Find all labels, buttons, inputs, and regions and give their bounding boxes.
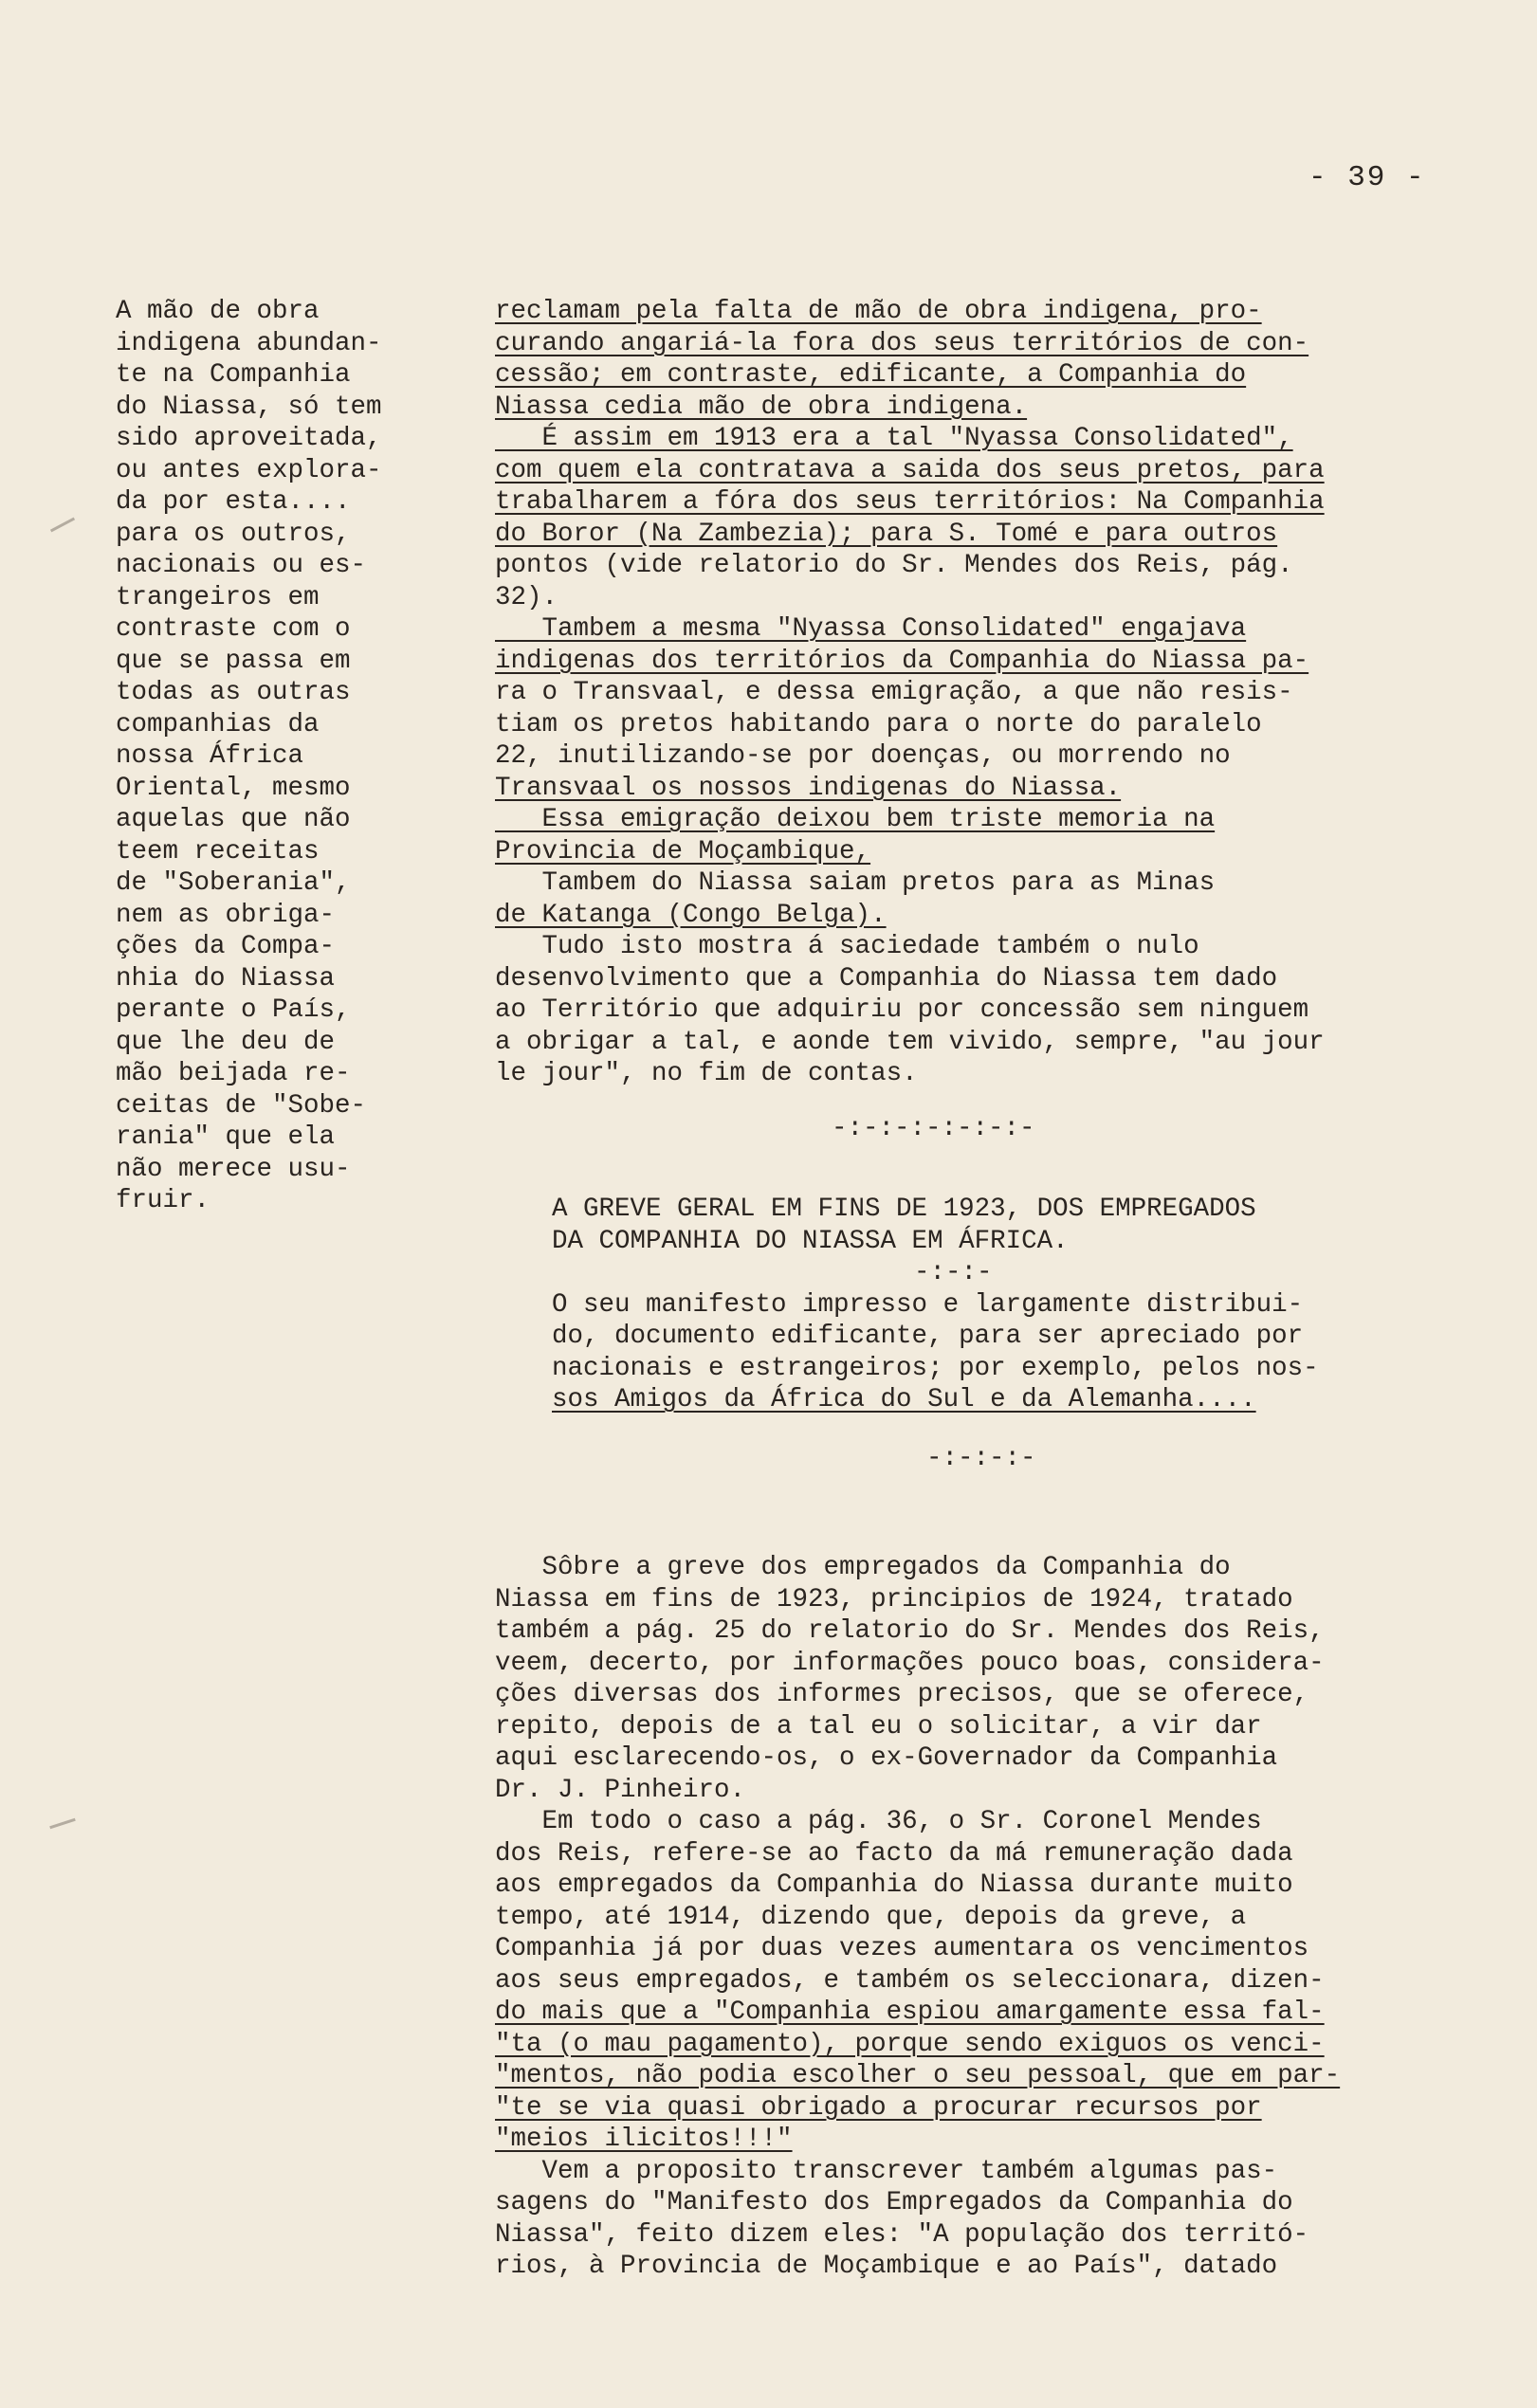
margin-note-line: nossa África bbox=[116, 741, 304, 771]
text-line: Vem a proposito transcrever também algumas pas- bbox=[495, 2156, 1278, 2186]
margin-note-line: fruir. bbox=[116, 1186, 210, 1215]
text-line: Tudo isto mostra á saciedade também o nulo bbox=[495, 932, 1199, 961]
text-line: Companhia já por duas vezes aumentara os vencimentos bbox=[495, 1934, 1309, 1963]
text-line: rios, à Provincia de Moçambique e ao País", datado bbox=[495, 2252, 1278, 2281]
margin-note-line: da por esta.... bbox=[116, 487, 351, 517]
text-line: pontos (vide relatorio do Sr. Mendes dos Reis, pág. bbox=[495, 551, 1293, 580]
margin-note-line: nem as obriga- bbox=[116, 900, 336, 930]
text-line: veem, decerto, por informações pouco boas, considera- bbox=[495, 1648, 1325, 1678]
margin-note-line: te na Companhia bbox=[116, 360, 351, 390]
text-line: 22, inutilizando-se por doenças, ou morrendo no bbox=[495, 741, 1231, 771]
margin-note-line: mão beijada re- bbox=[116, 1059, 351, 1088]
text-line: Essa emigração deixou bem triste memoria na bbox=[495, 805, 1216, 834]
text-line: dos Reis, refere-se ao facto da má remuneração dada bbox=[495, 1838, 1293, 1869]
margin-note-line: ções da Compa- bbox=[116, 932, 336, 961]
text-line: também a pág. 25 do relatorio do Sr. Mendes dos Reis, bbox=[495, 1616, 1325, 1646]
margin-note-line: todas as outras bbox=[116, 678, 351, 707]
heading-line: A GREVE GERAL EM FINS DE 1923, DOS EMPREGADOS bbox=[552, 1195, 1256, 1224]
text-line: a obrigar a tal, e aonde tem vivido, sempre, "au jour bbox=[495, 1027, 1325, 1057]
margin-note bbox=[116, 296, 457, 1217]
text-line: Em todo o caso a pág. 36, o Sr. Coronel Mendes bbox=[495, 1807, 1262, 1836]
section-strike bbox=[495, 1552, 1510, 2283]
text-line: sagens do "Manifesto dos Empregados da Companhia do bbox=[495, 2188, 1293, 2217]
main-text bbox=[495, 296, 1510, 2283]
margin-note-line: teem receitas bbox=[116, 836, 320, 867]
margin-note-line: aquelas que não bbox=[116, 805, 351, 834]
margin-note-line: contraste com o bbox=[116, 614, 351, 644]
margin-note-line: indigena abundan- bbox=[116, 328, 382, 358]
margin-note-line: Oriental, mesmo bbox=[116, 773, 351, 803]
margin-note-line: trangeiros em bbox=[116, 582, 320, 612]
margin-note-line: que se passa em bbox=[116, 646, 351, 676]
text-line: nacionais e estrangeiros; por exemplo, pelos nos- bbox=[552, 1353, 1319, 1383]
section-separator: -:-:-:- bbox=[926, 1443, 1036, 1473]
text-line: ra o Transvaal, e dessa emigração, a que não resis- bbox=[495, 678, 1293, 707]
page-number: - 39 - bbox=[1308, 161, 1426, 194]
manifesto-paragraph bbox=[552, 1289, 1510, 1416]
text-line: Niassa cedia mão de obra indigena. bbox=[495, 392, 1028, 422]
text-line: com quem ela contratava a saida dos seus pretos, para bbox=[495, 455, 1325, 485]
text-line: cessão; em contraste, edificante, a Companhia do bbox=[495, 360, 1247, 390]
text-line: reclamam pela falta de mão de obra indigena, pro- bbox=[495, 297, 1262, 326]
text-line: Tambem a mesma "Nyassa Consolidated" engajava bbox=[495, 614, 1247, 644]
section-heading bbox=[552, 1194, 1510, 1257]
margin-note-line: nacionais ou es- bbox=[116, 551, 367, 580]
text-line: aqui esclarecendo-os, o ex-Governador da Companhia bbox=[495, 1743, 1278, 1773]
text-line: sos Amigos da África do Sul e da Alemanha.... bbox=[552, 1385, 1256, 1414]
text-line: Dr. J. Pinheiro. bbox=[495, 1775, 746, 1805]
text-line: O seu manifesto impresso e largamente distribui- bbox=[552, 1289, 1304, 1320]
text-line: repito, depois de a tal eu o solicitar, a vir dar bbox=[495, 1711, 1262, 1742]
text-line: ao Território que adquiriu por concessão sem ninguem bbox=[495, 995, 1309, 1025]
text-line: aos seus empregados, e também os seleccionara, dizen- bbox=[495, 1965, 1325, 1996]
text-line: tiam os pretos habitando para o norte do paralelo bbox=[495, 709, 1262, 739]
text-line: trabalharem a fóra dos seus territórios: Na Companhia bbox=[495, 487, 1325, 517]
text-line: indigenas dos territórios da Companhia do Niassa pa- bbox=[495, 646, 1309, 676]
margin-note-line: ceitas de "Sobe- bbox=[116, 1090, 367, 1121]
section-concessions bbox=[495, 296, 1510, 1090]
text-line: do mais que a "Companhia espiou amargamente essa fal- bbox=[495, 1998, 1325, 2027]
text-line: aos empregados da Companhia do Niassa durante muito bbox=[495, 1870, 1293, 1900]
margin-note-line: companhias da bbox=[116, 709, 320, 739]
heading-separator: -:-:- bbox=[914, 1258, 993, 1287]
text-line: "meios ilicitos!!!" bbox=[495, 2125, 793, 2154]
text-line: Niassa em fins de 1923, principios de 1924, tratado bbox=[495, 1584, 1293, 1614]
margin-note-line: sido aproveitada, bbox=[116, 424, 382, 453]
margin-note-line: rania" que ela bbox=[116, 1122, 336, 1152]
text-line: do Boror (Na Zambezia); para S. Tomé e para outros bbox=[495, 519, 1278, 549]
text-line: Transvaal os nossos indigenas do Niassa. bbox=[495, 773, 1122, 803]
margin-note-line: não merece usu- bbox=[116, 1154, 351, 1184]
pencil-mark bbox=[49, 1818, 76, 1830]
text-line: curando angariá-la fora dos seus territórios de con- bbox=[495, 328, 1309, 358]
text-line: Sôbre a greve dos empregados da Companhia do bbox=[495, 1553, 1231, 1582]
margin-note-line: para os outros, bbox=[116, 519, 351, 549]
text-line: 32). bbox=[495, 582, 558, 612]
text-line: tempo, até 1914, dizendo que, depois da greve, a bbox=[495, 1902, 1247, 1932]
text-line: do, documento edificante, para ser apreciado por bbox=[552, 1322, 1304, 1351]
text-line: "mentos, não podia escolher o seu pessoal, que em par- bbox=[495, 2061, 1341, 2090]
margin-note-line: nhia do Niassa bbox=[116, 963, 336, 994]
margin-note-line: A mão de obra bbox=[116, 297, 320, 326]
text-line: ções diversas dos informes precisos, que se oferece, bbox=[495, 1680, 1309, 1709]
margin-note-line: que lhe deu de bbox=[116, 1027, 336, 1057]
text-line: "te se via quasi obrigado a procurar recursos por bbox=[495, 2092, 1262, 2123]
text-line: É assim em 1913 era a tal "Nyassa Consolidated", bbox=[495, 424, 1293, 453]
pencil-mark bbox=[50, 518, 75, 533]
heading-line: DA COMPANHIA DO NIASSA EM ÁFRICA. bbox=[552, 1226, 1069, 1256]
text-line: Niassa", feito dizem eles: "A população dos territó- bbox=[495, 2219, 1309, 2250]
margin-note-line: do Niassa, só tem bbox=[116, 392, 382, 422]
margin-note-line: perante o País, bbox=[116, 995, 351, 1025]
text-line: Tambem do Niassa saiam pretos para as Minas bbox=[495, 868, 1216, 898]
text-line: Provincia de Moçambique, bbox=[495, 836, 871, 867]
text-line: le jour", no fim de contas. bbox=[495, 1059, 918, 1088]
margin-note-line: ou antes explora- bbox=[116, 455, 382, 485]
section-separator: -:-:-:-:-:-:- bbox=[832, 1113, 1035, 1143]
text-line: desenvolvimento que a Companhia do Niassa tem dado bbox=[495, 963, 1278, 994]
text-line: de Katanga (Congo Belga). bbox=[495, 900, 887, 930]
margin-note-line: de "Soberania", bbox=[116, 868, 351, 898]
text-line: "ta (o mau pagamento), porque sendo exiguos os venci- bbox=[495, 2029, 1325, 2059]
